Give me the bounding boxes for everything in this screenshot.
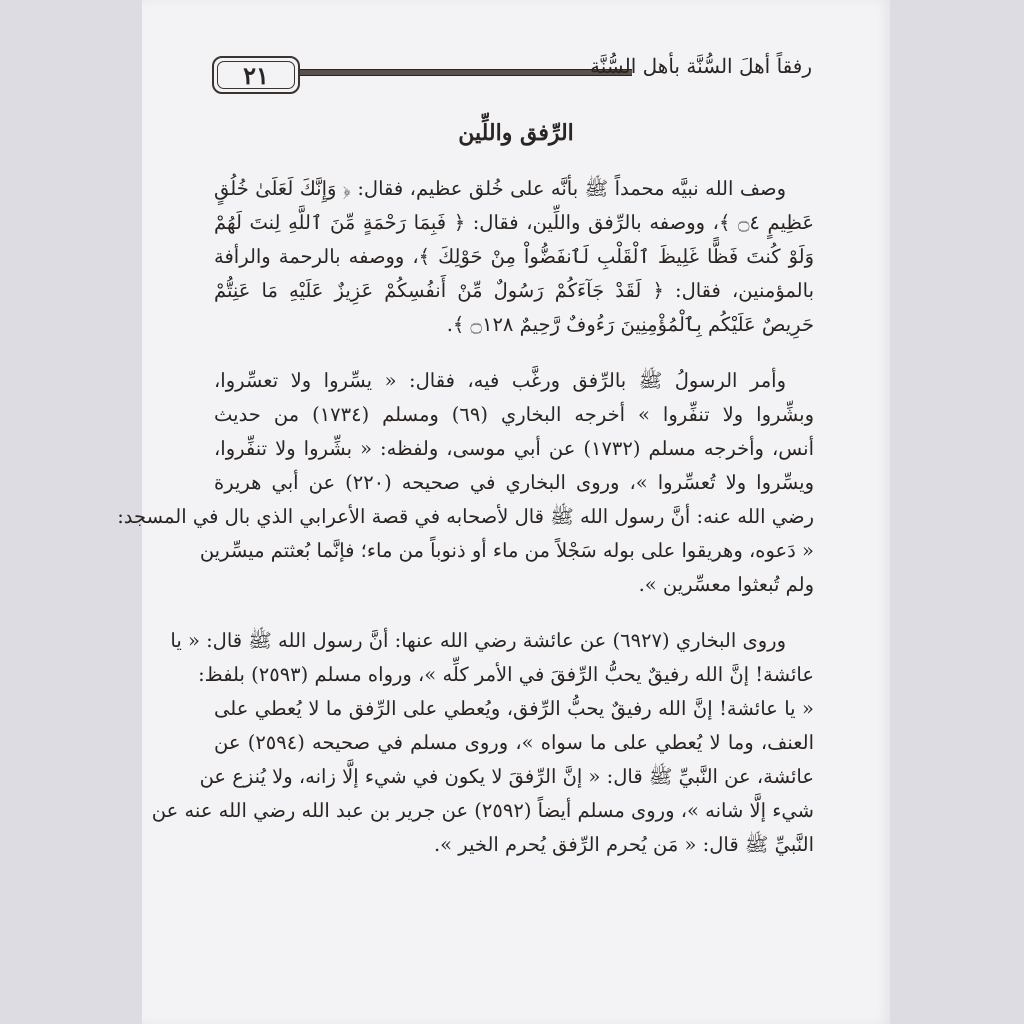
- running-title: رفقاً أهلَ السُّنَّة بأهل السُّنَّة: [590, 54, 812, 78]
- page-number: ٢١: [212, 56, 300, 94]
- page-header: [212, 52, 812, 96]
- text-line: بالمؤمنين، فقال: ﴿ لَقَدْ جَآءَكُمْ رَسُولٌ مِّنْ أَنفُسِكُمْ عَزِيزٌ عَلَيْهِ مَا عَنِتُّمْ: [214, 279, 814, 302]
- text-line: أنس، وأخرجه مسلم (١٧٣٢) عن أبي موسى، ولفظه: « بشِّروا ولا تنفِّروا،: [214, 437, 814, 460]
- text-line: ولم تُبعثوا معسِّرين ».: [638, 573, 814, 596]
- page-body: [117, 172, 814, 862]
- paragraph: [151, 624, 814, 862]
- text-line: العنف، وما لا يُعطي على ما سواه »، وروى مسلم في صحيحه (٢٥٩٤) عن: [214, 731, 814, 754]
- text-line: وبشِّروا ولا تنفِّروا » أخرجه البخاري (٦٩) ومسلم (١٧٣٤) من حديث: [214, 403, 814, 426]
- header-rule: [300, 69, 632, 76]
- text-line: رضي الله عنه: أنَّ رسول الله ﷺ قال لأصحابه في قصة الأعرابي الذي بال في المسجد:: [117, 505, 814, 528]
- paragraph: [214, 172, 814, 342]
- text-line: عَظِيمٍ ۝٤ ﴾، ووصفه بالرِّفق واللِّين، فقال: ﴿ فَبِمَا رَحْمَةٍ مِّنَ ٱللَّهِ لِنتَ لَهُمْ: [214, 211, 814, 234]
- section-title: الرِّفق واللِّين: [458, 120, 574, 146]
- book-page: [117, 0, 890, 1024]
- text-line: حَرِيصٌ عَلَيْكُم بِٱلْمُؤْمِنِينَ رَءُوفٌ رَّحِيمٌ ۝١٢٨ ﴾.: [446, 313, 814, 336]
- text-line: « يا عائشة! إنَّ الله رفيقٌ يحبُّ الرِّفق، ويُعطي على الرِّفق ما لا يُعطي على: [214, 697, 814, 720]
- text-line: وأمر الرسولُ ﷺ بالرِّفق ورغَّب فيه، فقال: « يسِّروا ولا تعسِّروا،: [214, 369, 786, 392]
- text-line: « دَعوه، وهريقوا على بوله سَجْلاً من ماء أو ذنوباً من ماء؛ فإنَّما بُعثتم ميسِّرين: [199, 539, 814, 562]
- paragraph: [117, 364, 814, 602]
- text-line: وروى البخاري (٦٩٢٧) عن عائشة رضي الله عنها: أنَّ رسول الله ﷺ قال: « يا: [170, 629, 786, 652]
- text-line: ويسِّروا ولا تُعسِّروا »، وروى البخاري في صحيحه (٢٢٠) عن أبي هريرة: [214, 471, 814, 494]
- text-line: عائشة! إنَّ الله رفيقٌ يحبُّ الرِّفقَ في الأمر كلِّه »، ورواه مسلم (٢٥٩٣) بلفظ:: [198, 663, 814, 686]
- text-line: النَّبيِّ ﷺ قال: « مَن يُحرم الرِّفق يُحرم الخير ».: [433, 833, 814, 856]
- text-line: عائشة، عن النَّبيِّ ﷺ قال: « إنَّ الرِّفقَ لا يكون في شيء إلَّا زانه، ولا يُنزع عن: [199, 765, 814, 788]
- text-line: وصف الله نبيَّه محمداً ﷺ بأنَّه على خُلق عظيم، فقال: ﴿ وَإِنَّكَ لَعَلَىٰ خُلُقٍ: [214, 177, 786, 200]
- text-line: وَلَوْ كُنتَ فَظًّا غَلِيظَ ٱلْقَلْبِ لَٱنفَضُّواْ مِنْ حَوْلِكَ ﴾، ووصفه بالرحمة والرأفة: [214, 245, 814, 268]
- text-line: شيء إلَّا شانه »، وروى مسلم أيضاً (٢٥٩٢) عن جرير بن عبد الله رضي الله عنه عن: [151, 799, 814, 822]
